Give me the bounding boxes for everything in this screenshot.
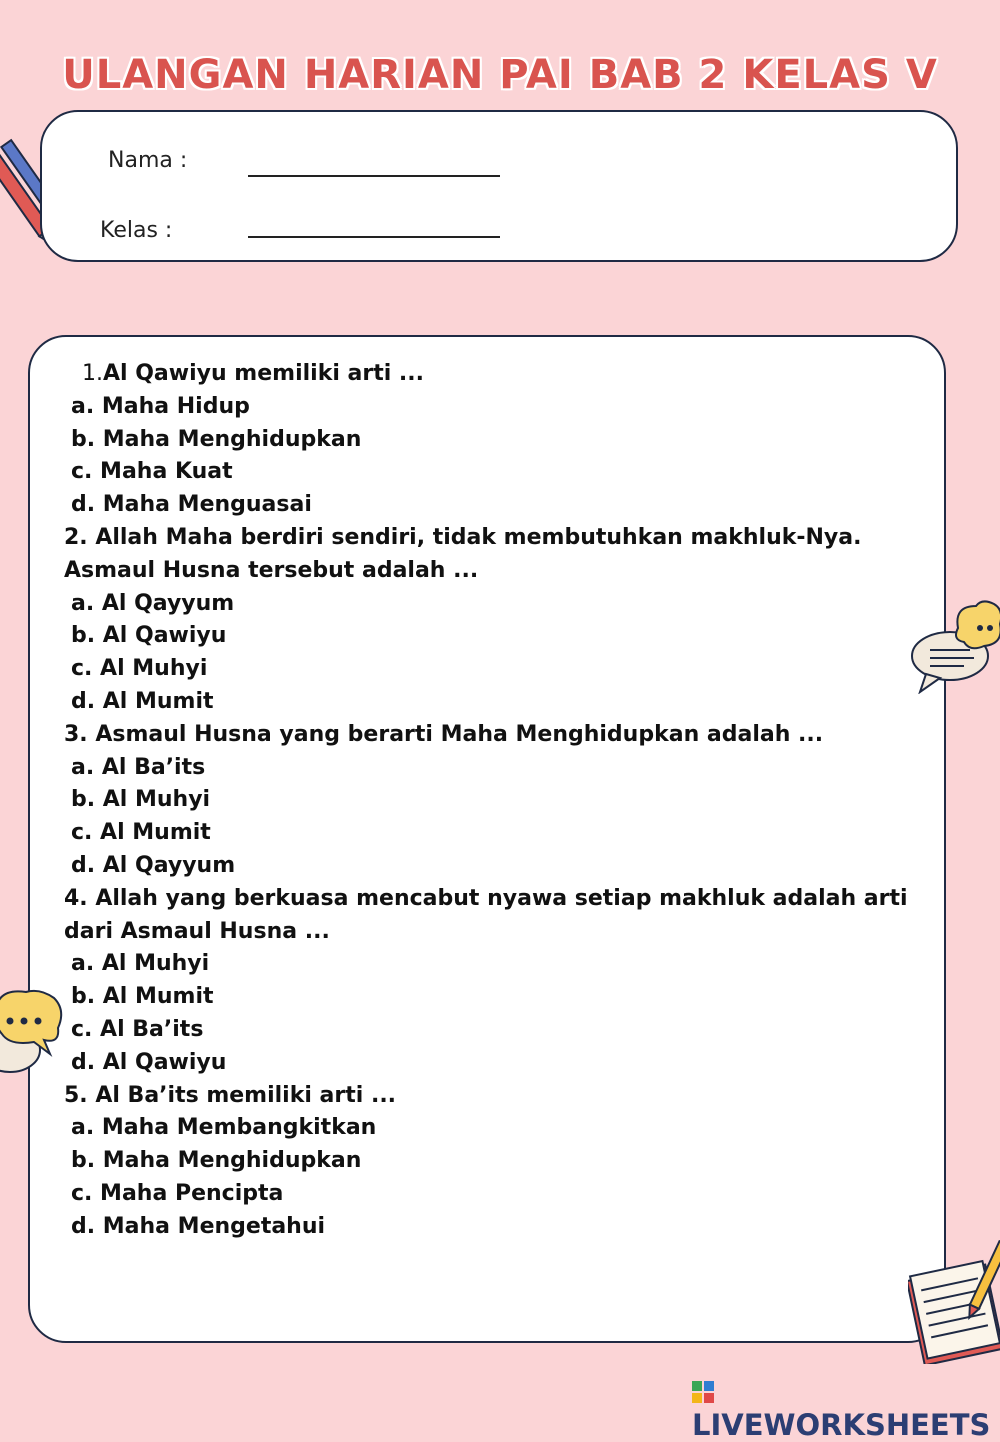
option-a[interactable]: a. Al Ba’its: [71, 754, 206, 780]
question-text: 3. Asmaul Husna yang berarti Maha Menghidupkan adalah ...: [64, 721, 824, 747]
name-field[interactable]: [248, 175, 500, 177]
option-b[interactable]: b. Al Muhyi: [71, 787, 211, 813]
option-b[interactable]: b. Maha Menghidupkan: [71, 1148, 362, 1174]
question-5: [64, 1080, 934, 1244]
option-a[interactable]: a. Al Muhyi: [71, 951, 210, 977]
notebook-icon: [908, 1240, 1000, 1364]
question-list: [64, 358, 934, 1244]
option-b[interactable]: b. Al Mumit: [71, 984, 214, 1010]
option-d[interactable]: d. Al Qayyum: [71, 852, 236, 878]
option-c[interactable]: c. Maha Kuat: [71, 459, 233, 485]
option-a[interactable]: a. Al Qayyum: [71, 590, 235, 616]
option-c[interactable]: c. Al Ba’its: [71, 1016, 204, 1042]
option-a[interactable]: a. Maha Hidup: [71, 393, 250, 419]
class-field[interactable]: [248, 236, 500, 238]
page-title: ULANGAN HARIAN PAI BAB 2 KELAS V: [62, 52, 938, 98]
question-3: [64, 719, 934, 883]
speech-bubble-icon: [908, 598, 1000, 694]
liveworksheets-logo[interactable]: [692, 1374, 1000, 1442]
question-2: [64, 522, 934, 719]
question-text: 5. Al Ba’its memiliki arti ...: [64, 1082, 397, 1108]
question-text: 2. Allah Maha berdiri sendiri, tidak membutuhkan makhluk-Nya. Asmaul Husna tersebut adalah ...: [64, 524, 862, 583]
student-info-box: [40, 110, 958, 262]
brand-text: LIVEWORKSHEETS: [692, 1408, 991, 1442]
option-c[interactable]: c. Maha Pencipta: [71, 1180, 284, 1206]
option-d[interactable]: d. Al Mumit: [71, 688, 214, 714]
option-b[interactable]: b. Maha Menghidupkan: [71, 426, 362, 452]
name-label: Nama :: [108, 148, 188, 173]
option-a[interactable]: a. Maha Membangkitkan: [71, 1115, 377, 1141]
option-b[interactable]: b. Al Qawiyu: [71, 623, 227, 649]
option-d[interactable]: d. Al Qawiyu: [71, 1049, 227, 1075]
question-4: [64, 883, 934, 1080]
option-c[interactable]: c. Al Muhyi: [71, 656, 208, 682]
question-text: 1.Al Qawiyu memiliki arti ...: [82, 361, 425, 386]
option-c[interactable]: c. Al Mumit: [71, 820, 211, 846]
option-d[interactable]: d. Maha Mengetahui: [71, 1213, 326, 1239]
question-number: 1.: [82, 361, 103, 386]
question-1: [64, 358, 934, 522]
chat-bubble-icon: [0, 988, 66, 1078]
logo-icon: [692, 1381, 714, 1403]
question-text: 4. Allah yang berkuasa mencabut nyawa setiap makhluk adalah arti dari Asmaul Husna ...: [64, 885, 908, 944]
class-label: Kelas :: [100, 218, 173, 243]
option-d[interactable]: d. Maha Menguasai: [71, 492, 312, 518]
